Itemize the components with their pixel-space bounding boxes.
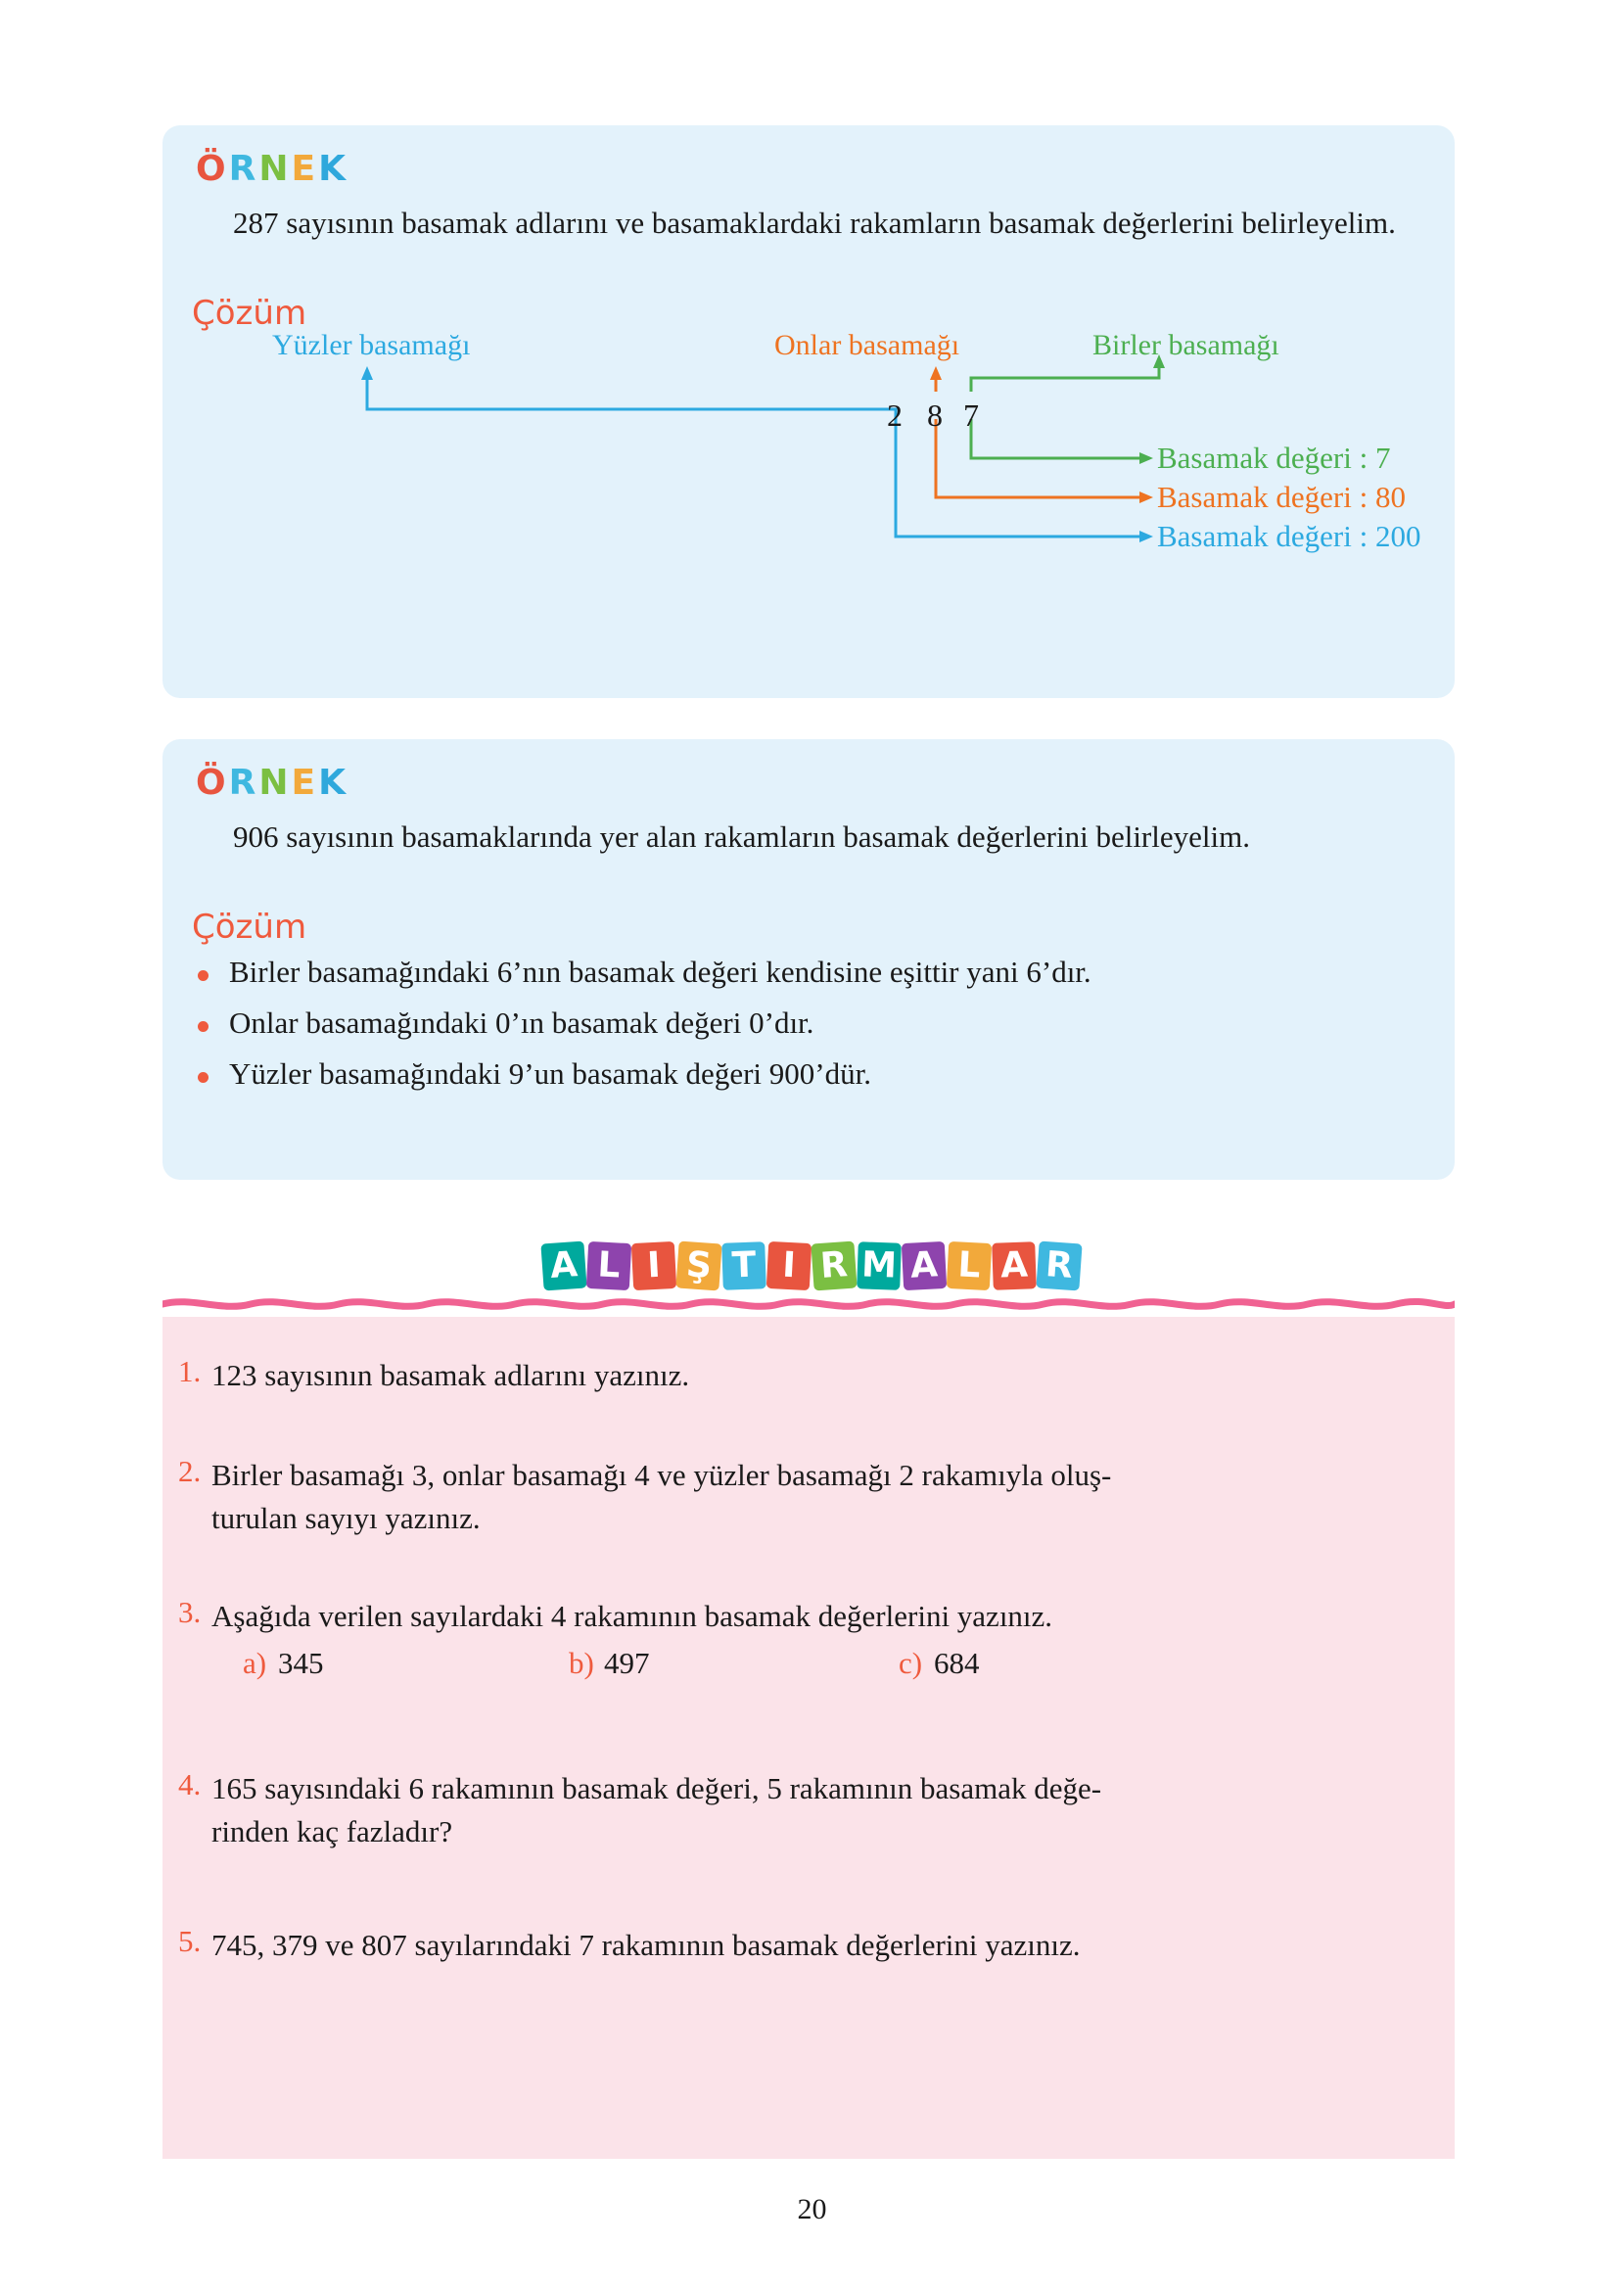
exercise-3-option-a-value: 345	[278, 1646, 324, 1680]
page-number: 20	[797, 2193, 827, 2225]
exercise-5-number: 5.	[178, 1924, 202, 1958]
banner-letter: I	[631, 1241, 676, 1290]
example-2-bullet-2: Onlar basamağındaki 0’ın basamak değeri 0’dır.	[229, 1005, 814, 1040]
ornek-letter: E	[291, 763, 319, 803]
exercise-3-number: 3.	[178, 1595, 202, 1629]
exercise-1-text: 123 sayısının basamak adlarını yazınız.	[211, 1358, 690, 1392]
example-box-2	[162, 739, 1455, 1180]
example-2-solution-label: Çözüm	[192, 908, 307, 947]
place-label-hundreds: Yüzler basamağı	[272, 329, 471, 361]
exercise-2-number: 2.	[178, 1454, 202, 1488]
ornek-letter: Ö	[196, 763, 229, 803]
ornek-letter: N	[258, 149, 292, 189]
banner-letter: L	[586, 1241, 631, 1290]
example-1-solution-label: Çözüm	[192, 294, 307, 333]
exercise-2-line-1: Birler basamağı 3, onlar basamağı 4 ve yüzler basamağı 2 rakamıyla oluş-	[211, 1458, 1112, 1492]
ornek-letter: N	[258, 763, 292, 803]
decorative-squiggle	[162, 1292, 1455, 1314]
example-box-1	[162, 125, 1455, 698]
exercise-3-option-b-value: 497	[604, 1646, 650, 1680]
bullet-dot-icon	[198, 1021, 209, 1032]
ornek-letter: K	[318, 149, 348, 189]
banner-letter: L	[947, 1241, 992, 1290]
banner-letter: R	[811, 1241, 857, 1291]
banner-letter: I	[766, 1241, 812, 1290]
banner-letter: A	[540, 1241, 586, 1291]
banner-letter: T	[721, 1241, 766, 1290]
place-value-diagram	[162, 125, 1455, 698]
exercise-4-number: 4.	[178, 1767, 202, 1801]
exercise-3-option-b-label: b)	[569, 1646, 594, 1680]
exercise-3-option-c-value: 684	[934, 1646, 980, 1680]
exercise-2-line-2: turulan sayıyı yazınız.	[211, 1501, 481, 1535]
place-value-ones: Basamak değeri : 7	[1157, 441, 1391, 475]
example-2-bullet-1: Birler basamağındaki 6’nın basamak değeri kendisine eşittir yani 6’dır.	[229, 955, 1091, 989]
place-value-hundreds: Basamak değeri : 200	[1157, 519, 1421, 553]
example-2-question: 906 sayısının basamaklarında yer alan rakamların basamak değerlerini belirleyelim.	[233, 819, 1250, 854]
exercises-panel	[162, 1317, 1455, 2159]
example-1-question: 287 sayısının basamak adlarını ve basamaklardaki rakamların basamak değerlerini belirleyelim.	[233, 206, 1396, 240]
number-digit-tens: 8	[927, 397, 943, 433]
number-digit-ones: 7	[963, 397, 979, 433]
bullet-dot-icon	[198, 970, 209, 981]
place-label-ones: Birler basamağı	[1092, 329, 1279, 361]
number-digit-hundreds: 2	[887, 397, 903, 433]
banner-letter: R	[1036, 1241, 1082, 1291]
exercise-3-text: Aşağıda verilen sayılardaki 4 rakamının basamak değerlerini yazınız.	[211, 1599, 1053, 1633]
place-label-tens: Onlar basamağı	[774, 329, 960, 361]
ornek-letter: K	[318, 763, 348, 803]
exercise-1-number: 1.	[178, 1354, 202, 1388]
exercise-3-option-c-label: c)	[899, 1646, 923, 1680]
example-2-bullet-3: Yüzler basamağındaki 9’un basamak değeri 900’dür.	[229, 1056, 871, 1091]
banner-letter: A	[902, 1241, 947, 1290]
ornek-heading-2	[196, 763, 348, 803]
banner-letter: Ş	[675, 1241, 721, 1291]
ornek-letter: E	[291, 149, 319, 189]
exercise-3-option-a-label: a)	[243, 1646, 267, 1680]
ornek-letter: Ö	[196, 149, 229, 189]
place-value-tens: Basamak değeri : 80	[1157, 480, 1406, 514]
exercises-banner	[435, 1236, 1188, 1296]
exercise-4-line-2: rinden kaç fazladır?	[211, 1814, 453, 1848]
ornek-letter: R	[228, 149, 259, 189]
bullet-dot-icon	[198, 1072, 209, 1083]
banner-letter: M	[857, 1241, 902, 1290]
exercise-5-text: 745, 379 ve 807 sayılarındaki 7 rakamının basamak değerlerini yazınız.	[211, 1928, 1081, 1962]
ornek-letter: R	[228, 763, 259, 803]
exercise-4-line-1: 165 sayısındaki 6 rakamının basamak değeri, 5 rakamının basamak değe-	[211, 1771, 1102, 1805]
banner-letter: A	[992, 1241, 1037, 1290]
